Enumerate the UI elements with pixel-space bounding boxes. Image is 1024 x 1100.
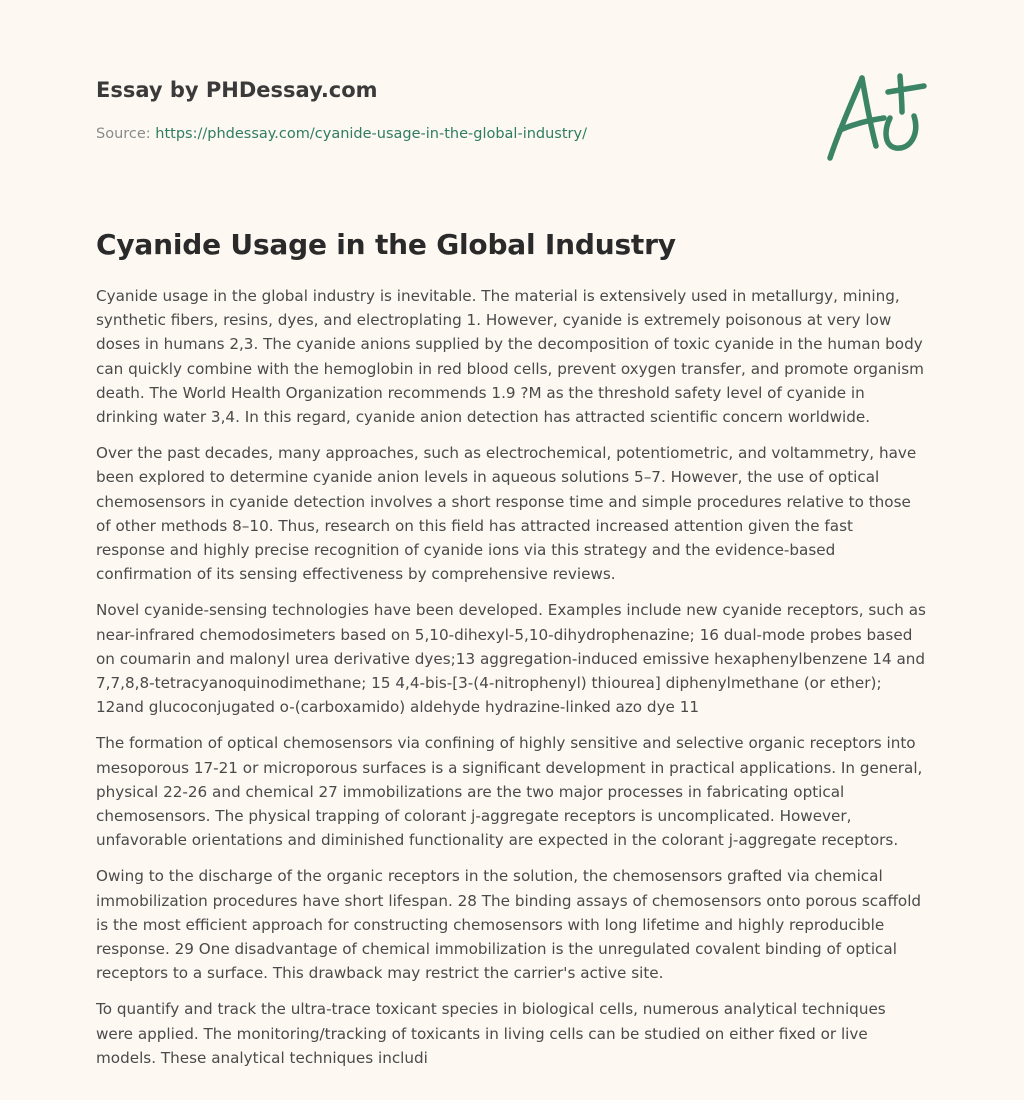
page-header: [96, 76, 796, 144]
essay-paragraph: Novel cyanide-sensing technologies have been developed. Examples include new cyanide receptors, such as near-infrared chemodosimeters based on 5,10-dihexyl-5,10-dihydrophenazine; 16 dual-mode probes based on coumarin and malonyl urea derivative dyes;13 aggregation-induced emissive hexaphenylbenzene 14 and 7,7,8,8-tetracyanoquinodimethane; 15 4,4-bis-[3-(4-nitrophenyl) thiourea] diphenylmethane (or ether); 12and glucoconjugated o-(carboxamido) aldehyde hydrazine-linked azo dye 11: [96, 601, 926, 717]
source-link[interactable]: https://phdessay.com/cyanide-usage-in-the-global-industry/: [155, 126, 587, 142]
essay-title: Cyanide Usage in the Global Industry: [96, 228, 676, 261]
site-brand: Essay by PHDessay.com: [96, 78, 378, 102]
essay-paragraph: Owing to the discharge of the organic receptors in the solution, the chemosensors grafted via chemical immobilization procedures have short lifespan. 28 The binding assays of chemosensors onto porous scaffold is the most efficient approach for constructing chemosensors with long lifetime and highly reproducible response. 29 One disadvantage of chemical immobilization is the unregulated covalent binding of optical receptors to a surface. This drawback may restrict the carrier's active site.: [96, 867, 922, 983]
a-plus-logo-icon: [818, 66, 930, 166]
essay-body: [96, 284, 926, 1082]
essay-paragraph: Over the past decades, many approaches, such as electrochemical, potentiometric, and voltammetry, have been explored to determine cyanide anion levels in aqueous solutions 5–7. However, the use of optical chemosensors in cyanide detection involves a short response time and simple procedures relative to those of other methods 8–10. Thus, research on this field has attracted increased attention given the fast response and highly precise recognition of cyanide ions via this strategy and the evidence-based confirmation of its sensing effectiveness by comprehensive reviews.: [96, 444, 917, 584]
source-line: [96, 124, 796, 144]
essay-paragraph: To quantify and track the ultra-trace toxicant species in biological cells, numerous analytical techniques were applied. The monitoring/tracking of toxicants in living cells can be studied on either fixed or live models. These analytical techniques includi: [96, 1000, 886, 1067]
a-plus-logo-svg: [818, 66, 930, 166]
essay-paragraph: The formation of optical chemosensors via confining of highly sensitive and selective organic receptors into mesoporous 17-21 or microporous surfaces is a significant development in practical applications. In general, physical 22-26 and chemical 27 immobilizations are the two major processes in fabricating optical chemosensors. The physical trapping of colorant j-aggregate receptors is uncomplicated. However, unfavorable orientations and diminished functionality are expected in the colorant j-aggregate receptors.: [96, 734, 923, 850]
source-label: Source:: [96, 126, 151, 142]
essay-paragraph: Cyanide usage in the global industry is inevitable. The material is extensively used in metallurgy, mining, synthetic fibers, resins, dyes, and electroplating 1. However, cyanide is extremely poisonous at very low doses in humans 2,3. The cyanide anions supplied by the decomposition of toxic cyanide in the human body can quickly combine with the hemoglobin in red blood cells, prevent oxygen transfer, and promote organism death. The World Health Organization recommends 1.9 ?M as the threshold safety level of cyanide in drinking water 3,4. In this regard, cyanide anion detection has attracted scientific concern worldwide.: [96, 287, 924, 427]
